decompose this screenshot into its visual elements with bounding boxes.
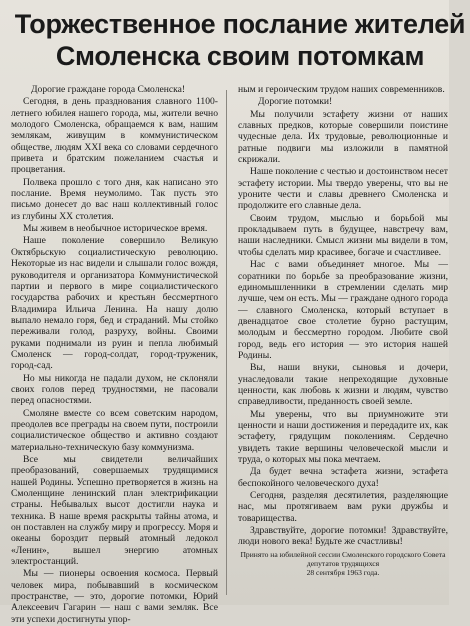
paragraph: Своим трудом, мыслью и борьбой мы прокладываем путь в будущее, навстречу вам, наши наследники. Смысл жизни мы видели в том, чтобы сделать мир красивее, богаче и счастливее.: [238, 212, 448, 258]
paragraph: Да будет вечна эстафета жизни, эстафета беспокойного человеческого духа!: [238, 466, 448, 489]
paragraph: Дорогие граждане города Смоленска!: [31, 84, 186, 95]
title-line-1: Торжественное послание жителей: [14, 9, 466, 39]
signature-line-1: Принято на юбилейной сессии Смоленского городского Совета депутатов трудящихся: [240, 549, 446, 568]
paragraph: Все мы свидетели величайших преобразований, совершаемых трудящимися нашей Родины. Успешно претворяется в жизнь на Смоленщине ленинский план электрификации страны. Небывалых высот достигли наука и техника. В наше время раскрыты тайны атома, и он поставлен на службу миру и прогрессу. Моря и океаны бороздит первый атомный ледокол «Ленин», вышел энергию атомных электростанций.: [11, 454, 218, 568]
left-column: [11, 84, 218, 626]
paragraph: Вы, наши внуки, сыновья и дочери, унаследовали такие непреходящие духовные ценности, как любовь к жизни и людям, чувство справедливости, преданность своей земле.: [238, 362, 448, 408]
title-line-2: Смоленска своим потомкам: [55, 41, 425, 71]
signature-date: 28 сентября 1963 года.: [306, 567, 380, 577]
paragraph: Мы живем в необычное историческое время.: [23, 223, 208, 235]
paragraph: Нас с вами объединяет многое. Мы — соратники по борьбе за преобразование жизни, единомышленники в стремлении сделать мир лучше, чем он есть. Мы — граждане одного города — славного Смоленска, который вступает в двенадцатое свое столетие бурно растущим, молодым и бессмертно городом. Любите свой город, ведь его история — это история нашей Родины.: [238, 259, 448, 361]
paragraph: Наше поколение с честью и достоинством несет эстафету истории. Мы твердо уверены, что вы не уроните чести и славы древнего Смоленска и продолжите его славные дела.: [238, 166, 448, 212]
article-title: [10, 8, 470, 72]
paragraph: Наше поколение совершило Великую Октябрьскую социалистическую революцию. Некоторые из нас видели и слышали голос вождя, руководителя и организатора Коммунистической партии и первого в мире социалистического государства рабочих и крестьян бессмертного Владимира Ильича Ленина. На нашу долю выпало немало горя, бед и страданий. Мы стойко переживали голод, разруху, войны. Своими руками поднимали из руин и пепла любимый Смоленск — город-солдат, город-труженик, город-сад.: [11, 235, 218, 372]
paragraph: Полвека прошло с того дня, как написано это послание. Время неумолимо. Так пусть это письмо донесет до вас наш коллективный голос из глубины XX столетия.: [11, 176, 218, 222]
paragraph: Сегодня, разделяя десятилетия, разделяющие нас, мы протягиваем вам руки дружбы и товарищества.: [238, 490, 448, 524]
paragraph: Дорогие потомки!: [258, 96, 333, 108]
paragraph: Смоляне вместе со всем советским народом, преодолев все преграды на своем пути, построили социалистическое общество и активно создают материально-техническую базу коммунизма.: [11, 407, 218, 453]
paragraph: Мы уверены, что вы приумножите эти ценности и наши достижения и передадите их, как эстафету, грядущим поколениям. Сердечно увидеть такие вершины человеческой мысли и труда, о которых мы пока мечтаем.: [238, 408, 448, 465]
column-divider: [226, 90, 227, 595]
paragraph: Здравствуйте, дорогие потомки! Здравствуйте, люди нового века! Будьте же счастливы!: [238, 525, 448, 548]
paragraph: Сегодня, в день празднования славного 1100-летнего юбилея нашего города, мы, жители вечно молодого Смоленска, обращаемся к вам, нашим землякам, живущим в коммунистическом обществе, людям XXI века со словами сердечного привета и братским пожеланием счастья и процветания.: [11, 96, 218, 176]
right-column: [238, 84, 448, 577]
paragraph: Но мы никогда не падали духом, не склоняли своих голов перед трудностями, не пасовали перед опасностями.: [11, 372, 218, 407]
signature-block: [238, 550, 448, 577]
paragraph: ным и героическим трудом наших современников.: [238, 84, 445, 95]
paragraph: Мы получили эстафету жизни от наших славных предков, которые совершили поистине чудесные дела. Их трудовые, революционные и ратные подвиги мы изложили в памятной скрижали.: [238, 108, 448, 166]
paragraph: Мы — пионеры освоения космоса. Первый человек мира, побывавший в космическом пространстве, — это, дорогие потомки, Юрий Алексеевич Гагарин — наш с вами земляк. Все эти успехи достигнуты упор-: [11, 568, 218, 625]
